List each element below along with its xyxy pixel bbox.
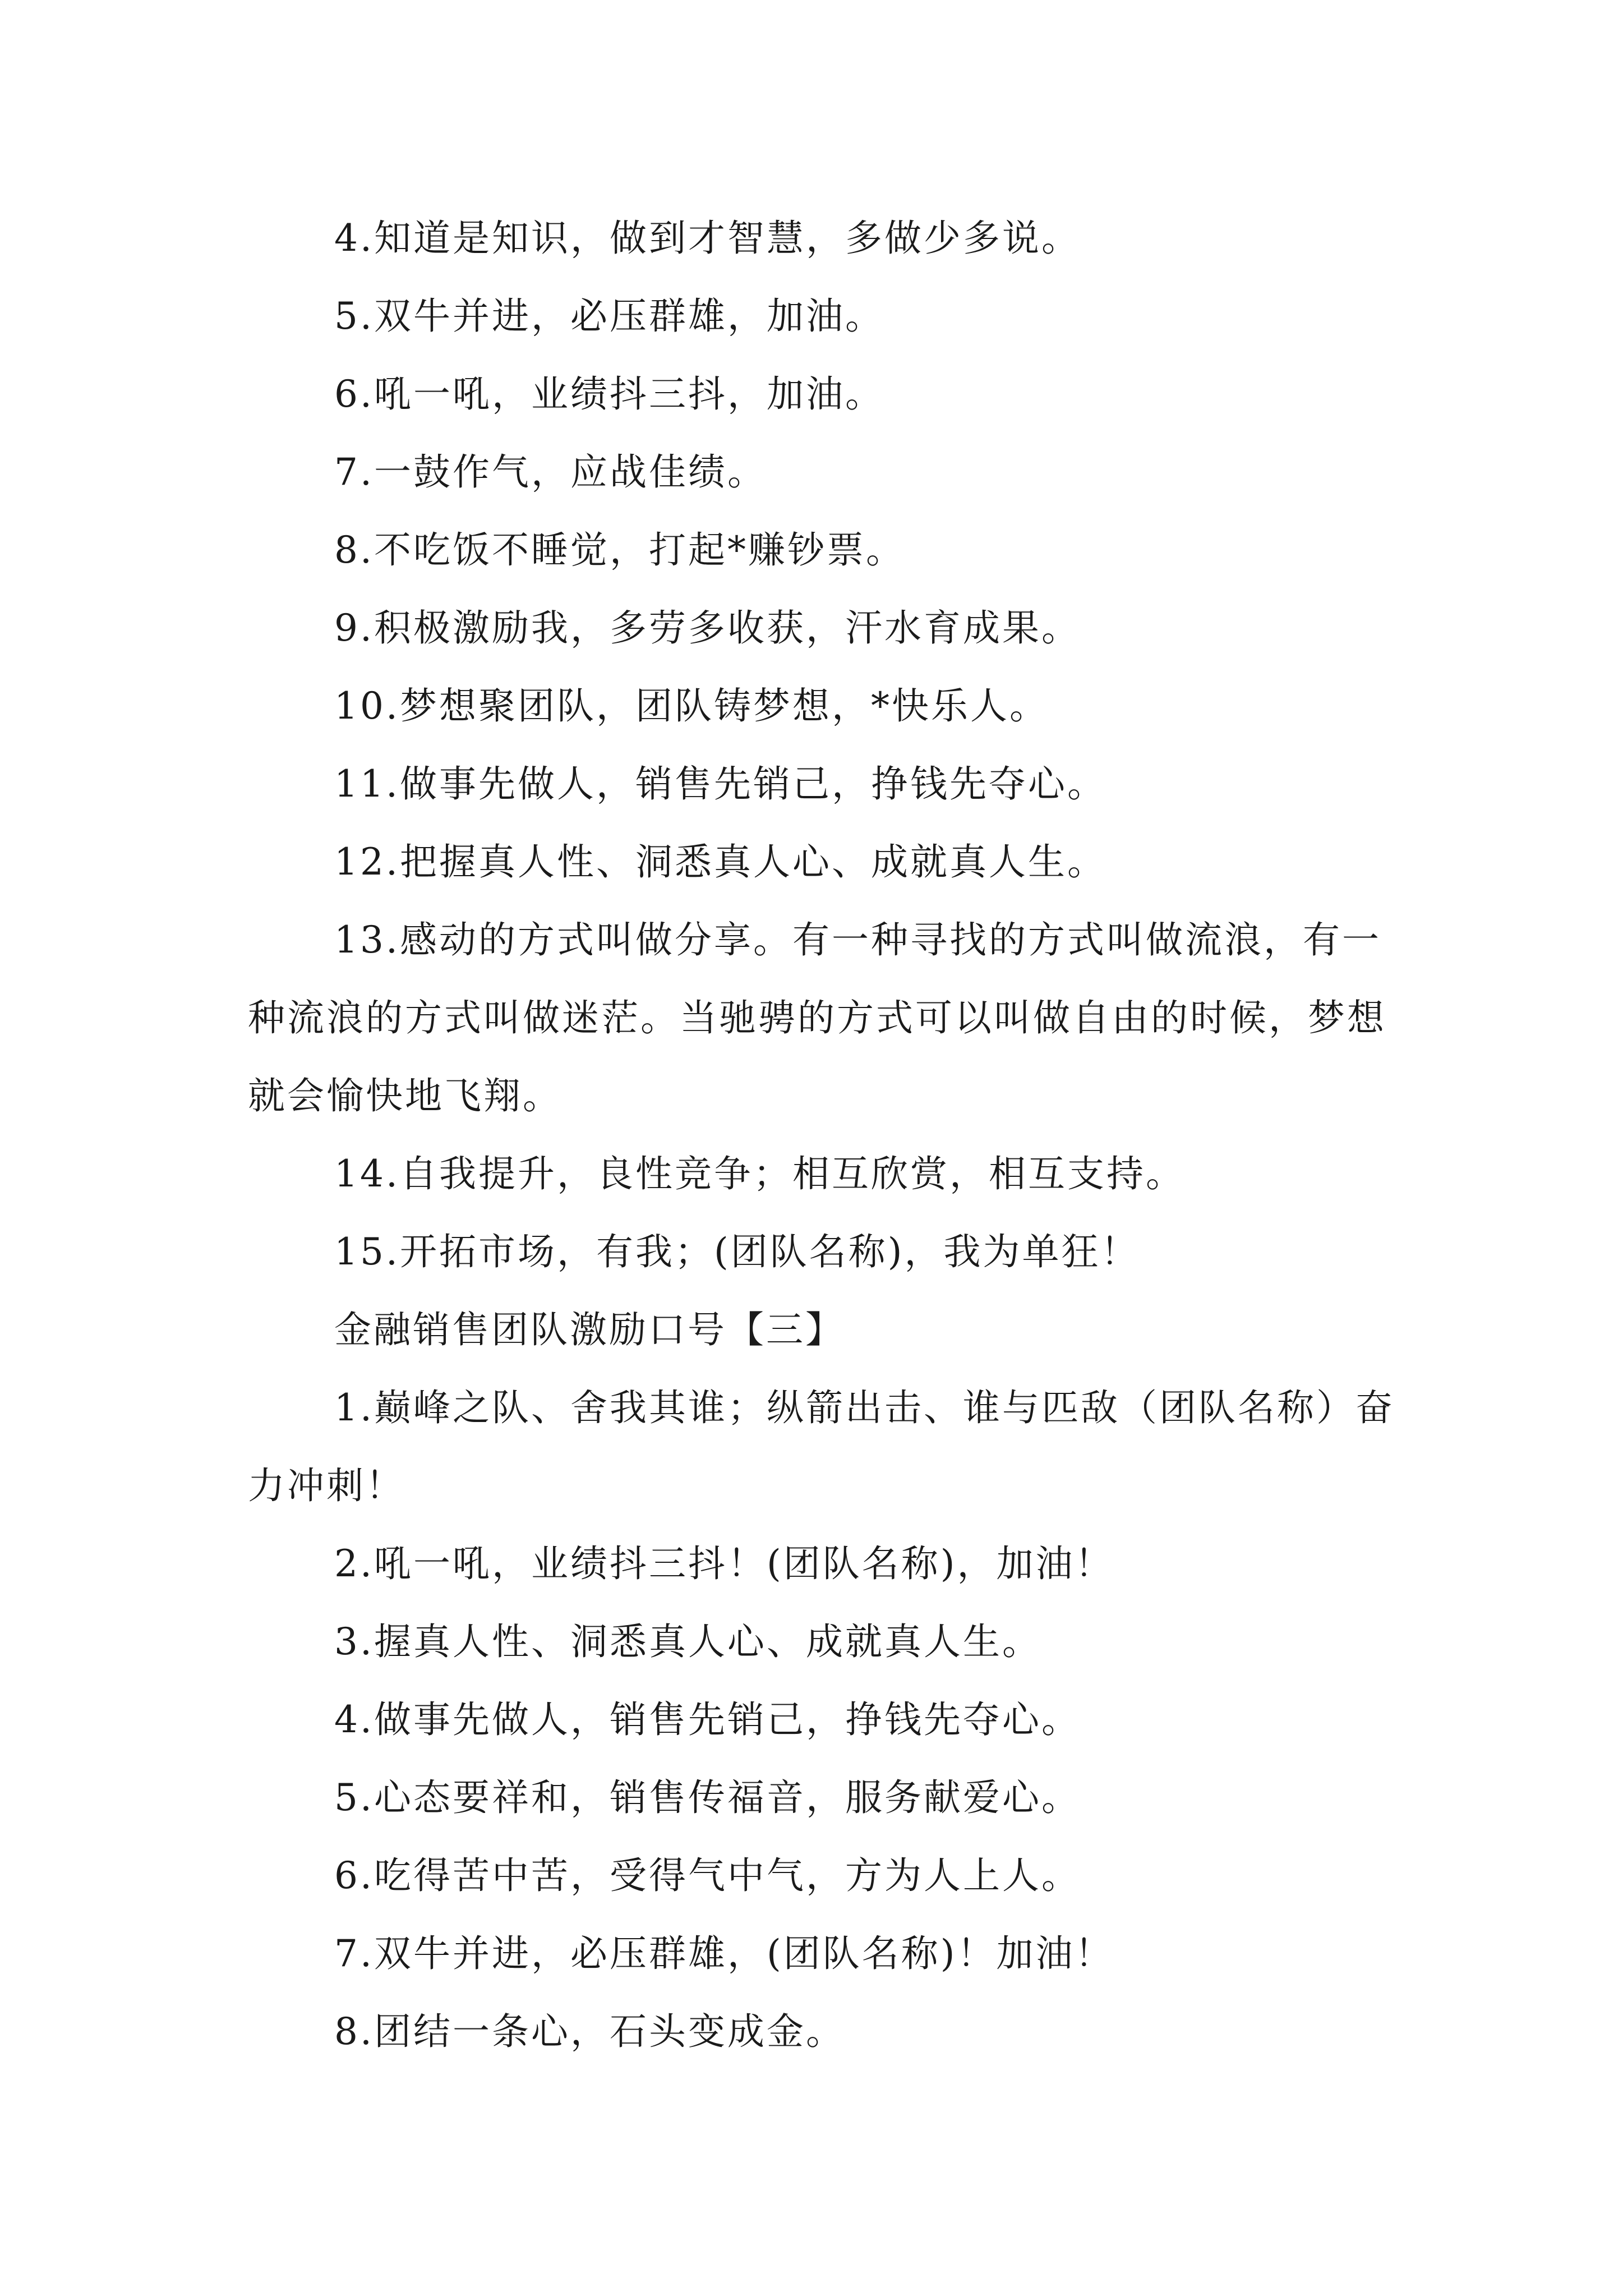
paragraph: 15.开拓市场，有我；(团队名称)，我为单狂！ [334,1230,1140,1273]
paragraph: 3.握真人性、洞悉真人心、成就真人生。 [334,1620,1041,1663]
paragraph: 2.吼一吼，业绩抖三抖！(团队名称)，加油！ [334,1542,1114,1585]
paragraph: 8.不吃饭不睡觉，打起*赚钞票。 [334,528,905,572]
paragraph: 9.积极激励我，多劳多收获，汗水育成果。 [334,606,1081,650]
paragraph: 6.吃得苦中苦，受得气中气，方为人上人。 [334,1854,1081,1897]
paragraph: 5.双牛并进，必压群雄，加油。 [334,295,884,338]
document-body [248,199,1403,2070]
paragraph: 13.感动的方式叫做分享。有一种寻找的方式叫做流浪，有一种流浪的方式叫做迷茫。当驰骋的方式可以叫做自由的时候，梦想就会愉快地飞翔。 [248,918,1386,1117]
paragraph: 7.一鼓作气，应战佳绩。 [334,450,767,494]
paragraph: 5.心态要祥和，销售传福音，服务献爱心。 [334,1776,1081,1819]
paragraph: 7.双牛并进，必压群雄，(团队名称)！加油！ [334,1932,1114,1975]
paragraph: 12.把握真人性、洞悉真人心、成就真人生。 [334,840,1106,884]
paragraph: 6.吼一吼，业绩抖三抖，加油。 [334,372,884,416]
paragraph: 8.团结一条心，石头变成金。 [334,2010,845,2053]
paragraph: 4.知道是知识，做到才智慧，多做少多说。 [334,217,1081,260]
paragraph: 11.做事先做人，销售先销己，挣钱先夺心。 [334,762,1106,806]
paragraph: 1.巅峰之队、舍我其谁；纵箭出击、谁与匹敌（团队名称）奋力冲刺！ [248,1386,1395,1507]
paragraph: 10.梦想聚团队，团队铸梦想，*快乐人。 [334,684,1049,728]
section-heading: 金融销售团队激励口号【三】 [334,1308,845,1351]
paragraph: 4.做事先做人，销售先销己，挣钱先夺心。 [334,1698,1081,1741]
paragraph: 14.自我提升，良性竞争；相互欣赏，相互支持。 [334,1152,1185,1195]
